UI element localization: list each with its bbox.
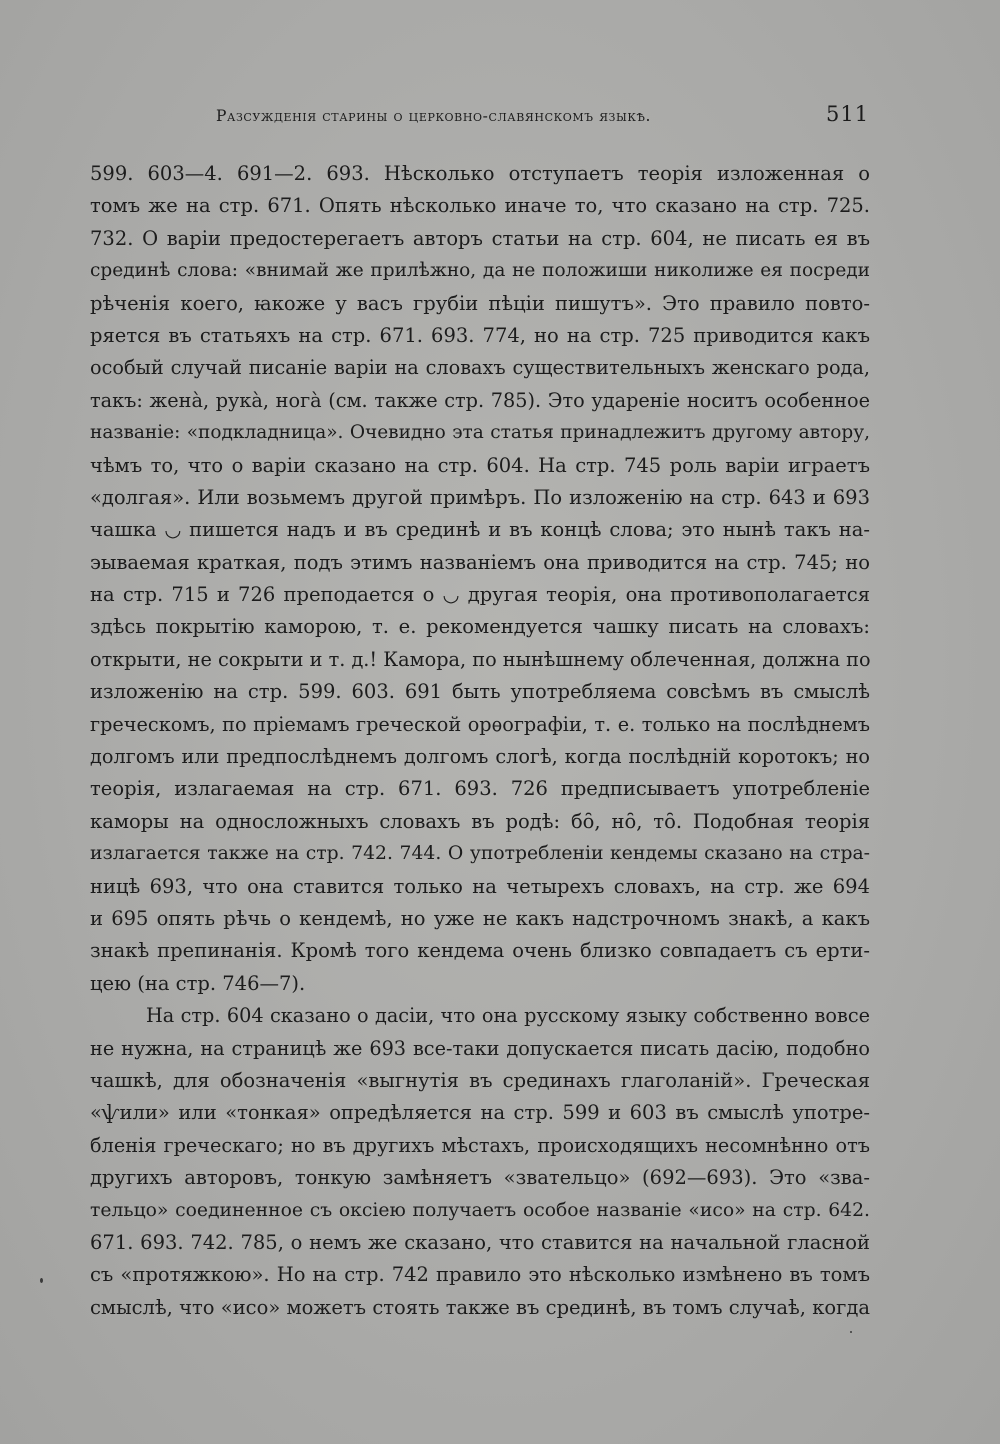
paper-speck bbox=[850, 1331, 852, 1333]
text-line: долгомъ или предпослѣднемъ долгомъ слогѣ, когда послѣдній коротокъ; но bbox=[90, 745, 870, 769]
text-line: «долгая». Или возьмемъ другой примѣръ. По изложенію на стр. 643 и 693 bbox=[90, 485, 870, 509]
text-line: чашка ◡ пишется надъ и въ срединѣ и въ концѣ слова; это нынѣ такъ на- bbox=[90, 518, 870, 542]
text-line: съ «протяжкою». Но на стр. 742 правило это нѣсколько измѣнено въ томъ bbox=[90, 1263, 870, 1287]
text-line: не нужна, на страницѣ же 693 все-таки допускается писать дасію, подобно bbox=[90, 1036, 870, 1060]
page-number: 511 bbox=[826, 102, 870, 126]
text-line: 671. 693. 742. 785, о немъ же сказано, что ставится на начальной гласной bbox=[90, 1230, 870, 1254]
text-line: здѣсь покрытію каморою, т. е. рекомендуется чашку писать на словахъ: bbox=[90, 615, 870, 639]
text-line: цею (на стр. 746—7). bbox=[90, 971, 306, 995]
text-line: на стр. 715 и 726 преподается о ◡ другая теорія, она противополагается bbox=[90, 583, 870, 607]
text-line: ницѣ 693, что она ставится только на четырехъ словахъ, на стр. же 694 bbox=[90, 874, 870, 898]
text-line: смыслѣ, что «исо» можетъ стоять также въ срединѣ, въ томъ случаѣ, когда bbox=[90, 1295, 870, 1319]
text-line: знакѣ препинанія. Кромѣ того кендема очень близко совпадаетъ съ ерти- bbox=[90, 939, 870, 963]
text-line: На стр. 604 сказано о дасіи, что она русскому языку собственно вовсе bbox=[146, 1004, 870, 1028]
text-line: другихъ авторовъ, тонкую замѣняетъ «звательцо» (692—693). Это «зва- bbox=[90, 1166, 870, 1190]
text-line: изложенію на стр. 599. 603. 691 быть употребляема совсѣмъ въ смыслѣ bbox=[90, 680, 870, 704]
text-line: и 695 опять рѣчь о кендемѣ, но уже не какъ надстрочномъ знакѣ, а какъ bbox=[90, 906, 870, 930]
text-line: открыти, не сокрыти и т. д.! Камора, по нынѣшнему облеченная, должна по bbox=[90, 647, 871, 671]
text-line: каморы на односложныхъ словахъ въ родѣ: бо̑, но̑, то̑. Подобная теорія bbox=[90, 809, 870, 833]
text-line: рѣченія коего, ꙗкоже у васъ грубіи пѣціи пишутъ». Это правило повто- bbox=[90, 291, 870, 315]
text-line: эываемая краткая, подъ этимъ названіемъ она приводится на стр. 745; но bbox=[90, 550, 870, 574]
paper-speck bbox=[40, 1278, 43, 1283]
text-line: ряется въ статьяхъ на стр. 671. 693. 774, но на стр. 725 приводится какъ bbox=[90, 323, 870, 347]
text-line: теорія, излагаемая на стр. 671. 693. 726 предписываетъ употребленіе bbox=[90, 777, 870, 801]
text-line: «ѱили» или «тонкая» опредѣляется на стр. 599 и 603 въ смыслѣ употре- bbox=[90, 1101, 870, 1125]
text-line: тельцо» соединенное съ оксіею получаетъ особое названіе «исо» на стр. 642. bbox=[90, 1199, 870, 1221]
text-line: греческомъ, по пріемамъ греческой орѳографіи, т. е. только на послѣднемъ bbox=[90, 712, 870, 736]
body-text bbox=[90, 158, 870, 1324]
text-line: чашкѣ, для обозначенія «выгнутія въ срединахъ глаголаній». Греческая bbox=[90, 1068, 870, 1092]
running-title: Разсужденія старины о церковно-славянскомъ языкѣ. bbox=[216, 107, 652, 125]
text-line: такъ: женà, рукà, ногà (см. также стр. 785). Это удареніе носитъ особенное bbox=[90, 388, 870, 412]
text-line: срединѣ слова: «внимай же прилѣжно, да не положиши николиже ея посреди bbox=[90, 260, 870, 282]
text-line: чѣмъ то, что о варіи сказано на стр. 604. На стр. 745 роль варіи играетъ bbox=[90, 453, 870, 477]
text-line: 732. О варіи предостерегаетъ авторъ статьи на стр. 604, не писать ея въ bbox=[90, 226, 870, 250]
text-line: названіе: «подкладница». Очевидно эта статья принадлежитъ другому автору, bbox=[90, 422, 870, 444]
text-line: томъ же на стр. 671. Опять нѣсколько иначе то, что сказано на стр. 725. bbox=[90, 194, 870, 218]
text-line: бленія греческаго; но въ другихъ мѣстахъ, происходящихъ несомнѣнно отъ bbox=[90, 1133, 870, 1157]
text-line: излагается также на стр. 742. 744. О употребленіи кендемы сказано на стра- bbox=[90, 843, 870, 865]
text-line: 599. 603—4. 691—2. 693. Нѣсколько отступаетъ теорія изложенная о bbox=[90, 162, 870, 185]
text-line: особый случай писаніе варіи на словахъ существительныхъ женскаго рода, bbox=[90, 356, 870, 380]
